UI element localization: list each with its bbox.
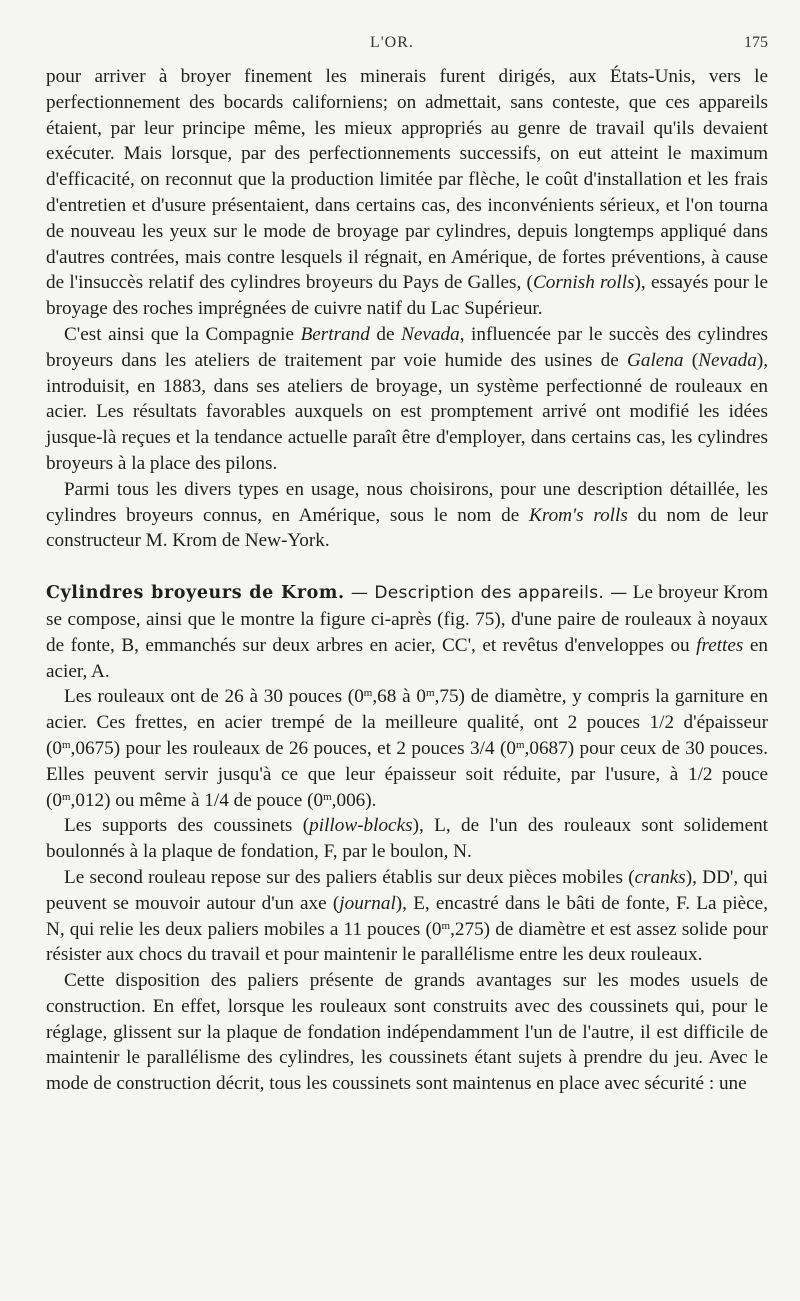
italic-term: pillow-blocks (309, 815, 413, 837)
text-run: , influencée par le succès des cylindres broyeurs dans les ateliers de traitement par voie humide des usines de (46, 323, 768, 371)
section-gap (46, 554, 768, 580)
text-run: ,0687) pour ceux de 30 pouces. Elles peuvent servir jusqu'à ce que leur épaisseur soit réduite, par l'usure, à 1/2 pouce (0 (46, 737, 768, 811)
text-run: Parmi tous les divers types en usage, nous choisirons, pour une description détaillée, les cylindres broyeurs connus, en Amérique, sous le nom de (46, 478, 768, 526)
paragraph-supports (46, 813, 768, 865)
paragraph-second-rouleau (46, 865, 768, 968)
text-run: pour arriver à broyer finement les minerais furent dirigés, aux États-Unis, vers le perfectionnement des bocards californiens; on admettait, sans conteste, que ces appareils étaient, par leur principe même, les mieux appropriés au genre de travail qu'ils devaient exécuter. Mais lorsque, par des perfectionnements successifs, on eut atteint le maximum d'efficacité, on reconnut que la production limitée par flèche, le coût d'installation et les frais d'entretien et d'usure présentaient, dans certains cas, des inconvénients sérieux, et l'on tourna de nouveau les yeux sur le mode de broyage par cylindres, depuis longtemps appliqué dans d'autres contrées, mais contre lesquels il régnait, en Amérique, de fortes préventions, à cause de l'insuccès relatif des cylindres broyeurs du Pays de Galles, ( (46, 66, 768, 294)
text-run: ), DD', qui peuvent se mouvoir autour d'un axe ( (46, 866, 768, 914)
paragraph-continuation (46, 64, 768, 322)
running-title: L'OR. (370, 34, 414, 51)
text-run: Cette disposition des paliers présente de grands avantages sur les modes usuels de construction. En effet, lorsque les rouleaux sont construits avec des coussinets qui, pour le réglage, glissent sur la plaque de fondation indépendamment l'un de l'autre, il est difficile de maintenir le parallélisme des cylindres, les coussinets étant sujets à prendre du jeu. Avec le mode de construction décrit, tous les coussinets sont maintenus en place avec sécurité : une (46, 970, 768, 1095)
paragraph-rouleaux (46, 684, 768, 813)
unit-superscript: m (323, 790, 332, 803)
text-run: ,0675) pour les rouleaux de 26 pouces, et 2 pouces 3/4 (0 (70, 737, 516, 759)
paragraph-krom-rolls (46, 477, 768, 554)
italic-term: journal (339, 892, 396, 914)
page-header (0, 30, 800, 56)
unit-superscript: m (426, 687, 435, 700)
italic-term: Cornish rolls (532, 272, 635, 294)
text-run: ), introduisit, en 1883, dans ses ateliers de broyage, un système perfectionné de rouleaux en acier. Les résultats favorables auxquels on est promptement arrivé ont modifié les idées jusque-là reçues et la tendance actuelle paraît être d'employer, dans certains cas, les cylindres broyeurs à la place des pilons. (46, 349, 768, 474)
text-run: ), essayés pour le broyage des roches imprégnées de cuivre natif du Lac Supérieur. (46, 272, 768, 320)
italic-term: cranks (634, 866, 686, 888)
text-run: Le broyeur Krom se compose, ainsi que le montre la figure ci-après (fig. 75), d'une paire de rouleaux à noyaux de fonte, B, emmanchés sur deux arbres en acier, CC', et revêtus d'enveloppes ou (46, 582, 768, 656)
text-run: en acier, A. (46, 634, 768, 682)
text-run: Le second rouleau repose sur des paliers établis sur deux pièces mobiles ( (64, 866, 635, 888)
text-run: de (369, 323, 402, 345)
section-heading-paragraph (46, 580, 768, 684)
text-run: du nom de leur constructeur M. Krom de New-York. (46, 504, 768, 552)
text-run: Les supports des coussinets ( (64, 815, 310, 837)
body-text (46, 64, 768, 1097)
unit-superscript: m (441, 919, 451, 932)
italic-term: Bertrand (300, 323, 370, 345)
italic-term: Nevada (698, 349, 757, 371)
unit-superscript: m (363, 687, 373, 700)
paragraph-bertrand (46, 322, 768, 477)
text-run: ,275) de diamètre et est assez solide pour résister aux chocs du travail et pour maintenir le parallélisme entre les deux rouleaux. (46, 918, 768, 966)
italic-term: Nevada (401, 323, 460, 345)
text-run: ,75) de diamètre, y compris la garniture en acier. Ces frettes, en acier trempé de la meilleure qualité, ont 2 pouces 1/2 d'épaisseur (0 (46, 686, 768, 759)
paragraph-disposition (46, 968, 768, 1097)
section-subheading: — Description des appareils. — (344, 583, 628, 604)
italic-term: Krom's rolls (529, 504, 628, 526)
unit-superscript: m (61, 790, 71, 803)
section-heading: Cylindres broyeurs de Krom. (46, 583, 345, 604)
text-run: C'est ainsi que la Compagnie (64, 323, 301, 345)
text-run: ( (683, 349, 699, 371)
text-run: Les rouleaux ont de 26 à 30 pouces (0 (64, 686, 364, 708)
italic-term: frettes (696, 634, 744, 656)
text-run: ,68 à 0 (372, 686, 426, 708)
text-run: ,006). (331, 789, 377, 811)
text-run: ), L, de l'un des rouleaux sont solidement boulonnés à la plaque de fondation, F, par le boulon, N. (46, 815, 769, 863)
italic-term: Galena (627, 349, 684, 371)
text-run: ), E, encastré dans le bâti de fonte, F. La pièce, N, qui relie les deux paliers mobiles a 11 pouces (0 (46, 892, 768, 940)
page-number: 175 (744, 34, 768, 51)
text-run: ,012) ou même à 1/4 de pouce (0 (70, 789, 324, 811)
unit-superscript: m (515, 738, 525, 751)
unit-superscript: m (61, 738, 71, 751)
